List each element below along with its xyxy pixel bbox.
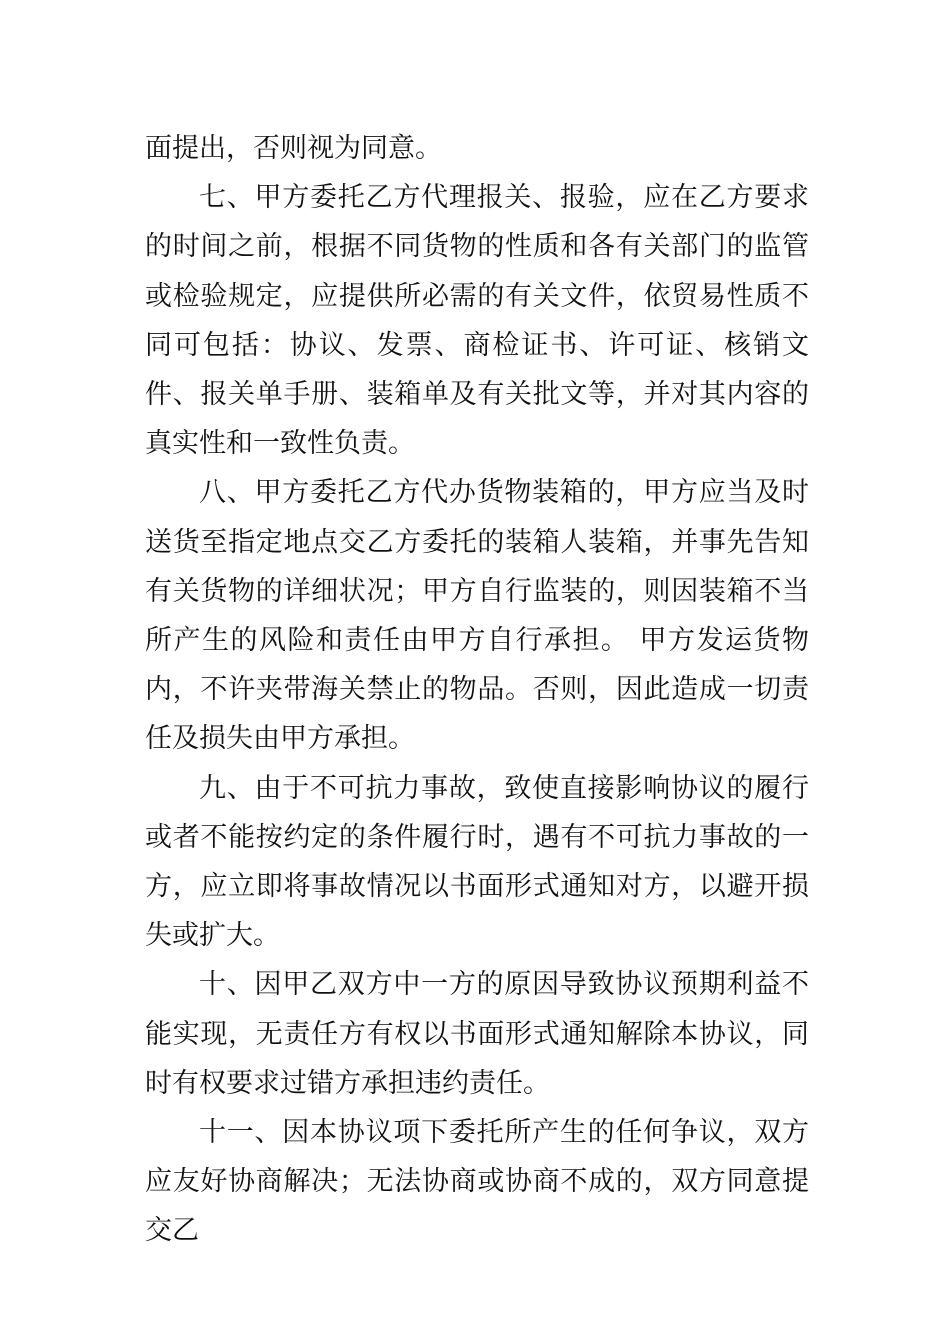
paragraph-clause-10: 十、因甲乙双方中一方的原因导致协议预期利益不能实现，无责任方有权以书面形式通知解除本协议，同时有权要求过错方承担违约责任。	[145, 969, 809, 1099]
paragraph-clause-11: 十一、因本协议项下委托所产生的任何争议，双方应友好协商解决；无法协商或协商不成的，双方同意提交乙	[145, 1117, 809, 1247]
paragraph-clause-8: 八、甲方委托乙方代办货物装箱的，甲方应当及时送货至指定地点交乙方委托的装箱人装箱，并事先告知有关货物的详细状况；甲方自行监装的，则因装箱不当所产生的风险和责任由甲方自行承担。 甲方发运货物内，不许夹带海关禁止的物品。否则，因此造成一切责任及损失由甲方承担。	[145, 477, 809, 755]
document-body	[145, 124, 809, 1256]
paragraph-clause-7: 七、甲方委托乙方代理报关、报验，应在乙方要求的时间之前，根据不同货物的性质和各有关部门的监管或检验规定，应提供所必需的有关文件，依贸易性质不同可包括：协议、发票、商检证书、许可证、核销文件、报关单手册、装箱单及有关批文等，并对其内容的真实性和一致性负责。	[145, 182, 809, 460]
paragraph-clause-9: 九、由于不可抗力事故，致使直接影响协议的履行或者不能按约定的条件履行时，遇有不可抗力事故的一方，应立即将事故情况以书面形式通知对方，以避开损失或扩大。	[145, 772, 809, 952]
paragraph-continuation: 面提出，否则视为同意。	[145, 133, 442, 164]
